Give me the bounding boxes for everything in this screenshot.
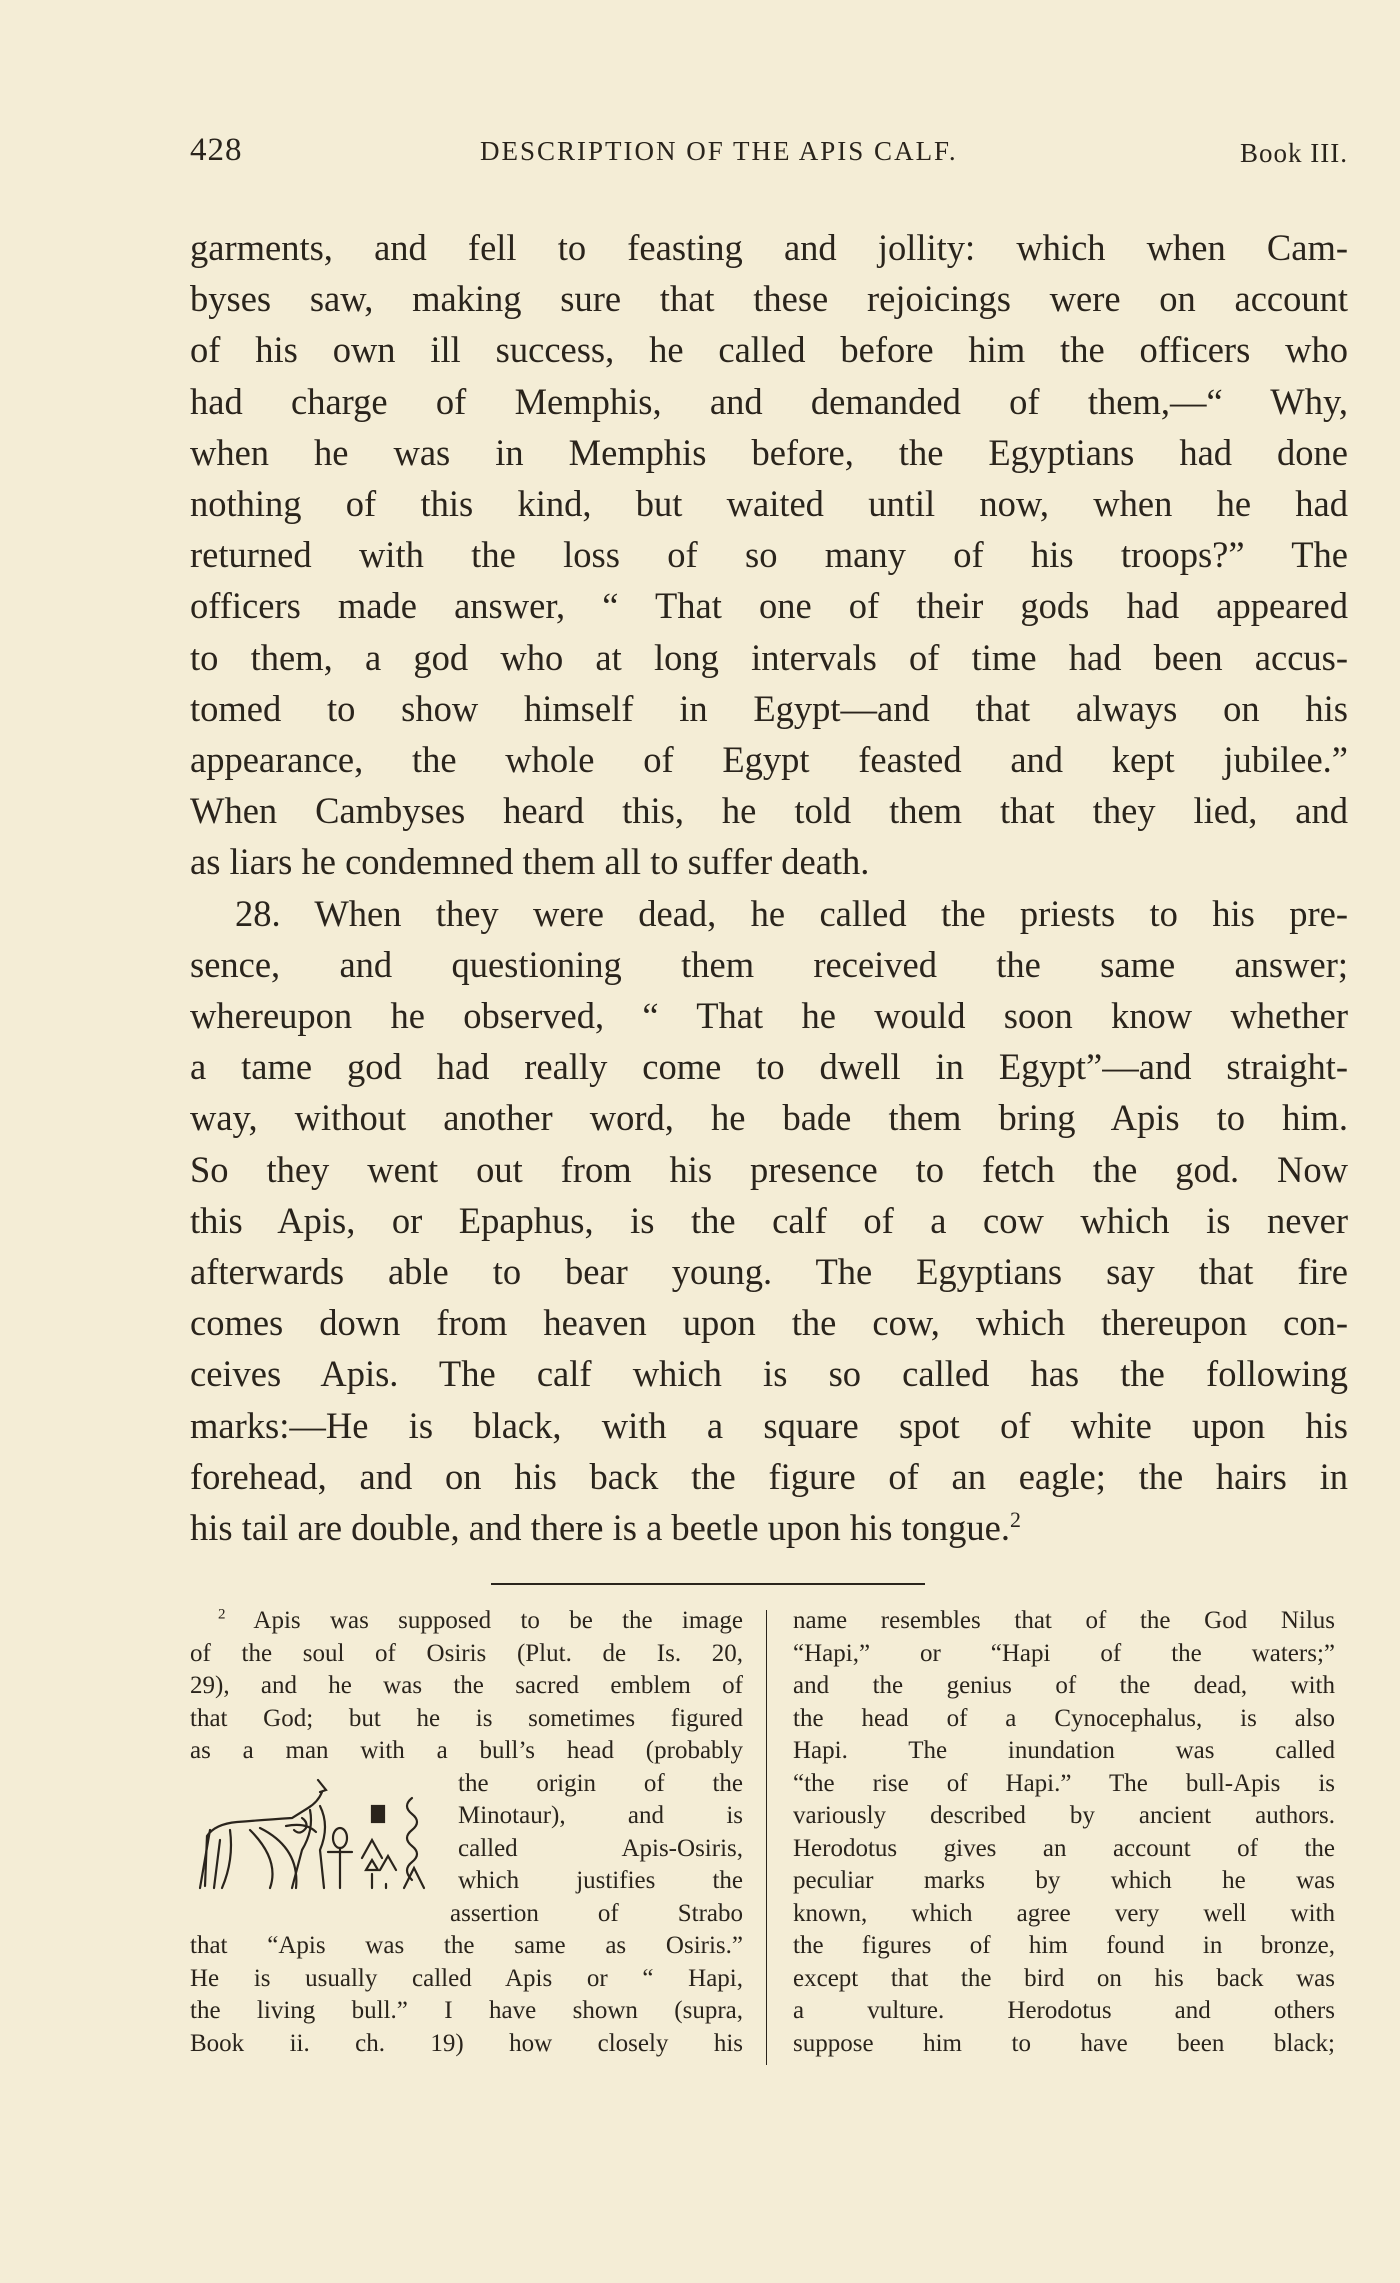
hieroglyph-figure-row [190, 1768, 743, 1898]
text-line: had charge of Memphis, and demanded of them,—“ Why, [190, 380, 1348, 422]
footnote-line: which justifies the [458, 1867, 743, 1894]
text-line: marks:—He is black, with a square spot of white upon his [190, 1404, 1348, 1446]
book-label: Book III. [1240, 138, 1348, 168]
footnote-line: that God; but he is sometimes figured [190, 1704, 743, 1732]
text-line: tomed to show himself in Egypt—and that always on his [190, 687, 1348, 729]
footnote-line: and the genius of the dead, with [793, 1672, 1335, 1699]
footnote-line: that “Apis was the same as Osiris.” [190, 1932, 743, 1959]
text-line: sence, and questioning them received the same answer; [190, 943, 1348, 985]
text-line-content: his tail are double, and there is a beetle upon his tongue. [190, 1507, 1011, 1549]
footnote-line: variously described by ancient authors. [793, 1802, 1335, 1829]
footnote-left-column [190, 1605, 743, 2060]
text-line: afterwards able to bear young. The Egyptians say that fire [190, 1251, 1348, 1293]
text-line: ceives Apis. The calf which is so called has the following [190, 1353, 1348, 1395]
footnote-line: Minotaur), and is [458, 1802, 743, 1829]
figure-adjacent-text [458, 1768, 743, 1898]
section-28-start: 28. When they were dead, he called the priests to his pre- [235, 892, 1348, 934]
footnote-line: the living bull.” I have shown (supra, [190, 1997, 743, 2024]
text-line: byses saw, making sure that these rejoicings were on account [190, 278, 1348, 320]
text-line: appearance, the whole of Egypt feasted and kept jubilee.” [190, 739, 1348, 781]
text-line: comes down from heaven upon the cow, which thereupon con- [190, 1302, 1348, 1344]
running-title: DESCRIPTION OF THE APIS CALF. [480, 136, 958, 166]
text-line: garments, and fell to feasting and jollity: which when Cam- [190, 227, 1348, 268]
footnote-line: as a man with a bull’s head (probably [190, 1737, 743, 1764]
page-number: 428 [190, 132, 243, 168]
footnote-line: of the soul of Osiris (Plut. de Is. 20, [190, 1639, 743, 1667]
footnote-line: suppose him to have been black; [793, 2029, 1335, 2057]
footnote-line: Hapi. The inundation was called [793, 1737, 1335, 1764]
footnote-line: the head of a Cynocephalus, is also [793, 1704, 1335, 1732]
footnote-rule [491, 1583, 925, 1585]
footnote-line [190, 1605, 743, 1638]
footnote-number [190, 1607, 226, 1634]
text-line: whereupon he observed, “ That he would soon know whether [190, 995, 1348, 1037]
footnote-line: Book ii. ch. 19) how closely his [190, 2029, 743, 2057]
text-line: nothing of this kind, but waited until now, when he had [190, 483, 1348, 525]
footnote-line-text: Apis was supposed to be the image [253, 1607, 743, 1634]
footnote-line: peculiar marks by which he was [793, 1867, 1335, 1894]
text-line: So they went out from his presence to fetch the god. Now [190, 1148, 1348, 1190]
text-line: officers made answer, “ That one of their gods had appeared [190, 585, 1348, 627]
text-line: of his own ill success, he called before him the officers who [190, 329, 1348, 371]
text-line: forehead, and on his back the figure of an eagle; the hairs in [190, 1455, 1348, 1497]
text-line-last [190, 1502, 1348, 1553]
apis-hieroglyph-icon [190, 1770, 450, 1896]
running-header [190, 132, 1348, 176]
footnote-line: known, which agree very well with [793, 1899, 1335, 1927]
main-text [190, 222, 1348, 1553]
footnote-line: a vulture. Herodotus and others [793, 1997, 1335, 2024]
text-line: a tame god had really come to dwell in Egypt”—and straight- [190, 1046, 1348, 1088]
footnote-line: except that the bird on his back was [793, 1964, 1335, 1992]
text-line: this Apis, or Epaphus, is the calf of a cow which is never [190, 1199, 1348, 1241]
text-line: When Cambyses heard this, he told them that they lied, and [190, 790, 1348, 832]
footnote-line: the origin of the [458, 1769, 743, 1797]
footnote-line: Herodotus gives an account of the [793, 1834, 1335, 1862]
footnote-line: assertion of Strabo [450, 1899, 743, 1927]
footnote-line: “Hapi,” or “Hapi of the waters;” [793, 1639, 1335, 1667]
footnote-column-divider [766, 1610, 767, 2065]
text-line: when he was in Memphis before, the Egyptians had done [190, 431, 1348, 473]
footnote-line: the figures of him found in bronze, [793, 1932, 1335, 1959]
text-line: way, without another word, he bade them bring Apis to him. [190, 1097, 1348, 1139]
footnote-line: called Apis-Osiris, [458, 1834, 743, 1862]
footnote-line: name resembles that of the God Nilus [793, 1607, 1335, 1634]
footnote-number-marker: 2 [218, 1606, 226, 1623]
text-line: as liars he condemned them all to suffer death. [190, 841, 870, 883]
footnote-line: 29), and he was the sacred emblem of [190, 1672, 743, 1699]
text-line: returned with the loss of so many of his troops?” The [190, 534, 1348, 576]
text-line: to them, a god who at long intervals of time had been accus- [190, 636, 1348, 678]
footnote-marker: 2 [1010, 1506, 1021, 1532]
footnote-right-column [793, 1605, 1335, 2060]
footnote-line: “the rise of Hapi.” The bull-Apis is [793, 1769, 1335, 1797]
footnote-line: He is usually called Apis or “ Hapi, [190, 1964, 743, 1992]
